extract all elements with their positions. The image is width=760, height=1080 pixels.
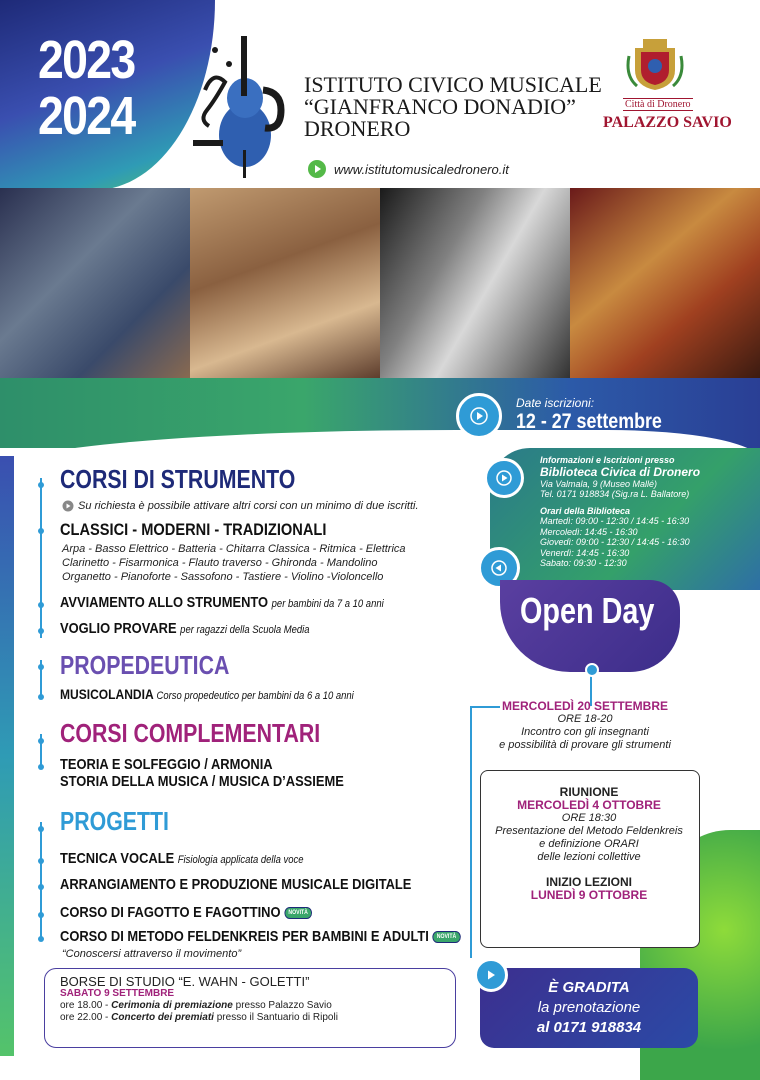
item-bullet (38, 764, 44, 770)
riunione-title: RIUNIONE (559, 785, 619, 799)
instruments-line: Clarinetto - Fisarmonica - Flauto traverso - Ghironda - Mandolino (62, 557, 378, 569)
website-link[interactable]: www.istitutomusicaledronero.it (334, 161, 509, 177)
progetto-label: CORSO DI METODO FELDENKREIS PER BAMBINI E ADULTI (60, 928, 429, 945)
open-day-time: ORE 18-20 (557, 713, 613, 725)
riunione-content (482, 786, 696, 902)
hours-row: Mercoledì: 14:45 - 16:30 (540, 526, 638, 537)
year-start: 2023 (38, 30, 135, 90)
section-bullet (38, 482, 44, 488)
play-icon (308, 160, 326, 178)
academic-year (38, 32, 134, 144)
riunione-desc-1: Presentazione del Metodo Feldenkreis (495, 825, 683, 837)
institute-line-2: “GIANFRANCO DONADIO” (304, 94, 576, 119)
riunione-desc-3: delle lezioni collettive (537, 851, 641, 863)
borse-title: BORSE DI STUDIO “E. WAHN - GOLETTI” (60, 974, 310, 989)
section-bullet (38, 738, 44, 744)
avviamento-sub: per bambini da 7 a 10 anni (271, 598, 384, 610)
complementari-line-1: TEORIA E SOLFEGGIO / ARMONIA (60, 756, 273, 773)
open-day-desc-1: Incontro con gli insegnanti (521, 726, 649, 738)
hours-row: Venerdì: 14:45 - 16:30 (540, 547, 630, 558)
item-bullet (38, 936, 44, 942)
musicolandia-label: MUSICOLANDIA (60, 686, 154, 702)
hours-row: Sabato: 09:30 - 12:30 (540, 558, 627, 568)
info-text (540, 455, 755, 569)
photo-harp-mechanism (0, 188, 190, 380)
play-icon (62, 500, 74, 512)
open-day-title: Open Day (520, 590, 655, 631)
website-row[interactable] (308, 160, 509, 178)
play-icon (484, 458, 524, 498)
enrollment-dates: 12 - 27 settembre (516, 410, 662, 433)
violin-logo-icon (185, 30, 295, 180)
booking-phone: al 0171 918834 (536, 1019, 642, 1036)
item-bullet (38, 602, 44, 608)
musicolandia-item (60, 686, 354, 702)
connector-dot (585, 663, 599, 677)
classici-heading: CLASSICI - MODERNI - TRADIZIONALI (60, 520, 327, 539)
item-bullet (38, 694, 44, 700)
photo-violin-detail (380, 188, 570, 380)
borse-line-2 (60, 1012, 338, 1024)
crest-label: Città di Dronero (625, 99, 691, 110)
borse-time: ore 22.00 - (60, 1012, 112, 1023)
avviamento-item (60, 594, 384, 611)
info-phone: Tel. 0171 918834 (Sig.ra L. Ballatore) (540, 489, 690, 499)
play-icon (456, 393, 502, 439)
instruments-line: Organetto - Pianoforte - Sassofono - Tastiere - Violino -Violoncello (62, 571, 384, 583)
open-day-date: MERCOLEDÌ 20 SETTEMBRE (501, 699, 669, 713)
open-day-desc-2: e possibilità di provare gli strumenti (499, 739, 671, 751)
section-title-corsi-strumento: CORSI DI STRUMENTO (60, 464, 296, 494)
borse-content (60, 976, 338, 1024)
booking-text (482, 978, 696, 1038)
item-bullet (38, 884, 44, 890)
item-bullet (38, 858, 44, 864)
item-bullet (38, 528, 44, 534)
institute-name (304, 74, 602, 140)
corsi-strumento-note: Su richiesta è possibile attivare altri corsi con un minimo di due iscritti. (78, 500, 419, 512)
novita-badge: NOVITÀ (284, 907, 312, 919)
progetto-label: TECNICA VOCALE (60, 850, 175, 867)
borse-event: Cerimonia di premiazione (111, 1000, 233, 1011)
instruments-photo-collage (0, 188, 760, 380)
borse-time: ore 18.00 - (60, 1000, 112, 1011)
section-bullet (38, 664, 44, 670)
corsi-strumento-note-row (62, 500, 419, 512)
photo-harp-player (190, 188, 380, 380)
progetto-sub: Fisiologia applicata della voce (177, 854, 304, 866)
section-title-propedeutica: PROPEDEUTICA (60, 650, 230, 680)
hours-row: Martedì: 09:00 - 12:30 / 14:45 - 16:30 (540, 516, 690, 526)
open-day-event (480, 700, 690, 752)
info-venue: Biblioteca Civica di Dronero (540, 464, 701, 479)
info-intro: Informazioni e Iscrizioni presso (540, 455, 675, 465)
riunione-date: MERCOLEDÌ 4 OTTOBRE (517, 798, 661, 812)
borse-place: presso il Santuario di Ripoli (213, 1012, 338, 1023)
connector-line (470, 706, 472, 958)
city-crest-icon (625, 36, 685, 92)
avviamento-label: AVVIAMENTO ALLO STRUMENTO (60, 594, 269, 611)
complementari-line-2: STORIA DELLA MUSICA / MUSICA D’ASSIEME (60, 773, 344, 790)
riunione-desc-2: e definizione ORARI (539, 838, 639, 850)
progetto-tecnica-vocale (60, 850, 303, 867)
hours-row: Giovedì: 09:00 - 12:30 / 14:45 - 16:30 (540, 537, 690, 547)
progetto-label: CORSO DI FAGOTTO E FAGOTTINO (60, 904, 281, 921)
section-title-complementari: CORSI COMPLEMENTARI (60, 718, 321, 748)
riunione-time: ORE 18:30 (561, 812, 617, 824)
item-bullet (38, 628, 44, 634)
feldenkreis-quote: “Conoscersi attraverso il movimento” (62, 948, 242, 960)
borse-place: presso Palazzo Savio (232, 1000, 332, 1011)
voglio-provare-item (60, 620, 310, 637)
progetto-arrangiamento: ARRANGIAMENTO E PRODUZIONE MUSICALE DIGITALE (60, 876, 412, 893)
booking-line-1: È GRADITA (548, 979, 630, 996)
section-line (40, 822, 42, 938)
voglio-label: VOGLIO PROVARE (60, 620, 177, 637)
section-title-progetti: PROGETTI (60, 806, 169, 836)
voglio-sub: per ragazzi della Scuola Media (180, 624, 310, 636)
hours-title: Orari della Biblioteca (540, 505, 631, 516)
photo-accordion (570, 188, 760, 380)
lessons-date: LUNEDÌ 9 OTTOBRE (530, 888, 648, 902)
year-end: 2024 (38, 86, 135, 146)
borse-date: SABATO 9 SETTEMBRE (60, 988, 175, 999)
info-address: Via Valmala, 9 (Museo Mallé) (540, 478, 658, 489)
section-bullet (38, 826, 44, 832)
borse-event: Concerto dei premiati (111, 1012, 214, 1023)
musicolandia-sub: Corso propedeutico per bambini da 6 a 10 anni (156, 690, 354, 702)
progetto-feldenkreis (60, 928, 461, 945)
institute-line-3: DRONERO (304, 116, 411, 141)
left-decor-strip (0, 456, 14, 1056)
section-line (40, 478, 42, 638)
lessons-title: INIZIO LEZIONI (546, 875, 632, 889)
progetto-fagotto (60, 904, 312, 921)
instruments-line: Arpa - Basso Elettrico - Batteria - Chitarra Classica - Ritmica - Elettrica (62, 543, 406, 555)
borse-line-1 (60, 1000, 338, 1012)
item-bullet (38, 912, 44, 918)
enrollment-label: Date iscrizioni: (516, 396, 595, 410)
palazzo-savio-label: PALAZZO SAVIO (603, 114, 732, 131)
institute-line-1: ISTITUTO CIVICO MUSICALE (304, 72, 602, 97)
novita-badge: NOVITÀ (432, 931, 460, 943)
booking-line-2: la prenotazione (537, 999, 641, 1016)
